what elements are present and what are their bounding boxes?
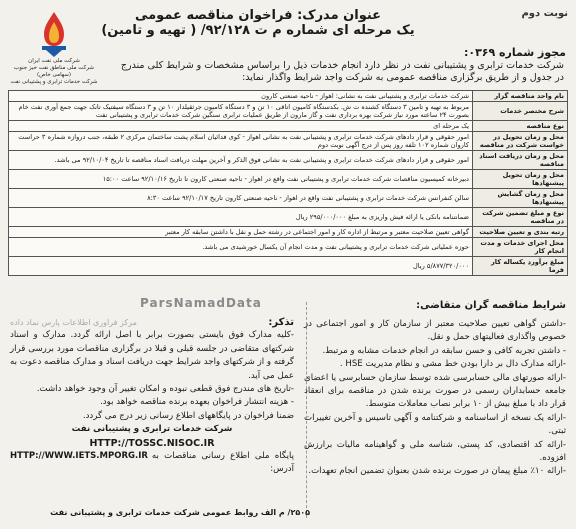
notes-list [10, 329, 294, 423]
contact-label: شرکت خدمات ترابری و پشتیبانی نفت [71, 424, 233, 435]
row-value: دبیرخانه کمیسیون مناقصات شرکت خدمات ترابری و پشتیبانی نفت واقع در اهواز - ناحیه صنعتی کارون تا تاریخ ۹۲/۱۰/۱۶ ساعت ۱۵:۰۰ [9, 170, 473, 189]
row-value: ۵/۸۷۷/۳۲۰/۰۰۰ ریال [9, 257, 473, 276]
row-value: گواهی تعیین صلاحیت معتبر و مرتبط از اداره کار و امور اجتماعی در رشته حمل و نقل با داشتن سابقه کار معتبر [9, 227, 473, 238]
row-label: شرح مختصر خدمات [473, 102, 568, 121]
row-label: محل اجرای خدمات و مدت انجام کار [473, 238, 568, 257]
qualification-item: -ارائه کد اقتصادی، کد پستی، شناسه ملی و گواهینامه مالیات برارزش افزوده. [304, 439, 566, 464]
row-value: ضمانتنامه بانکی یا ارائه فیش واریزی به مبلغ ۲۹۵/۰۰۰/۰۰۰ ریال [9, 208, 473, 227]
row-value: مربوط به تهیه و تامین ۳ دستگاه کشنده ت ش. بکدستگاه کامیون اتاقی ۱۰ تن و ۳ دستگاه کامیون جرثقیلدار ۱۰ تن و ۳ دستگاه سیفتیک تانک جهت جمع آوری نفت خام بصورت ۲۴ ساعته مورد نیاز شرکت بهره برداری نفت و گاز مارون از طریق عملیات ترابری سنگین شرکت خدمات ترابری و پشتیبانی نفت [9, 102, 473, 121]
footer-line: ۲۵۰۵/ م الف روابط عمومی شرکت خدمات ترابری و پشتیبانی نفت [50, 508, 310, 517]
table-row [9, 170, 568, 189]
table-row [9, 132, 568, 151]
row-label: محل و زمان تحویل پیشنهادها [473, 170, 568, 189]
logo-caption-line1: شرکت ملی نفت ایران [28, 58, 80, 64]
row-label: محل و زمان دریافت اسناد مناقصه [473, 151, 568, 170]
row-value: حوزه عملیاتی شرکت خدمات ترابری و پشتیبانی نفت و مدت انجام آن یکسال خورشیدی می باشد. [9, 238, 473, 257]
qualification-item: -ارائه یک نسخه از اساسنامه و شرکتنامه و آگهی تاسیس و آخرین تغییرات ثبتی. [304, 412, 566, 437]
page-subtitle: یک مرحله ای شماره م ت ۹۲/۱۲۸/ ( تهیه و تامین) [101, 23, 415, 38]
qualification-item: -ارائه مدارک دال بر دارا بودن خط مشی و نظام مدیریت HSE . [339, 359, 566, 370]
logo-caption-line3: شرکت خدمات ترابری و پشتیبانی نفت [10, 79, 98, 85]
table-row [9, 102, 568, 121]
row-label: محل و زمان تحویل در خواست شرکت در مناقصه [473, 132, 568, 151]
table-row [9, 91, 568, 102]
qualifications-list [304, 318, 566, 479]
notes-column [10, 316, 294, 477]
qualification-item: -ارائه صورتهای مالی حسابرسی شده توسط سازمان حسابرسی یا اعضای جامعه حسابداران رسمی در صورت برنده شدن در مناقصه برای انعقاد قرار داد با مبلغ بیش از ۱۰ برابر نصاب معاملات متوسط. [304, 372, 566, 410]
portal-label: پایگاه ملی اطلاع رسانی مناقصات به آدرس: [151, 451, 294, 475]
row-value: امور حقوقی و قرار دادهای شرکت خدمات ترابری و پشتیبانی نفت به نشانی فوق الذکر و آخرین مهلت دریافت اسناد مناقصه تا تاریخ ۹۲/۱۰/۰۴ می باشد. [9, 151, 473, 170]
header-block [8, 8, 508, 38]
note-item: - هزینه انتشار فراخوان بعهده برنده مناقصه خواهد بود. [100, 397, 294, 408]
table-row [9, 189, 568, 208]
table-row [9, 257, 568, 276]
intro-paragraph: شرکت خدمات ترابری و پشتیبانی نفت در نظر دارد انجام خدمات ذیل را براساس مشخصات و شرایط کلی مندرج در جدول و از طریق برگزاری مناقصه عمومی به شرکت واجد شرایط واگذار نماید: [120, 60, 564, 83]
row-label: رتبه بندی و تعیین صلاحیت [473, 227, 568, 238]
note-item: ضمنا فراخوان در پایگاههای اطلاع رسانی زیر درج می گردد. [82, 410, 294, 421]
iets-link[interactable]: HTTP://WWW.IETS.MPORG.IR [10, 451, 148, 462]
row-value: سالن کنفرانس شرکت خدمات ترابری و پشتیبانی نفت واقع در اهواز - ناحیه صنعتی کارون تاریخ ۹۲/۱۰/۱۷ ساعت ۸:۳۰ [9, 189, 473, 208]
row-value: شرکت خدمات ترابری و پشتیبانی نفت به نشانی: اهواز - ناحیه صنعتی کارون [9, 91, 473, 102]
note-item: -تاریخ های مندرج فوق قطعی نبوده و امکان تغییر آن وجود خواهد داشت. [36, 384, 294, 395]
logo-caption-line2: شرکت ملی مناطق نفت خیز جنوب (سهامی خاص) [14, 65, 94, 78]
round-badge: نوبت دوم [521, 8, 568, 19]
table-row [9, 151, 568, 170]
row-label: مبلغ برآورد یکساله کار فرما [473, 257, 568, 276]
qualifications-title: شرایط مناقصه گران متقاضی: [416, 300, 566, 311]
qualification-item: -داشتن گواهی تعیین صلاحیت معتبر از سازمان کار و امور اجتماعی در خصوص واگذاری فعالیتهای حمل و نقل. [304, 319, 566, 343]
qualification-item: -ارائه ۱۰٪ مبلغ پیمان در صورت برنده شدن بعنوان تضمین انجام تعهدات. [308, 466, 566, 477]
tossc-link[interactable]: HTTP://TOSSC.NISOC.IR [89, 437, 215, 449]
table-row [9, 238, 568, 257]
watermark-text: ParsNamadData [140, 296, 262, 310]
permit-number: مجوز شماره ۰۳۶۹: [463, 46, 566, 59]
notes-title: تذکر: [268, 317, 294, 328]
table-row [9, 227, 568, 238]
row-label: نوع مناقصه [473, 121, 568, 132]
row-value: امور حقوقی و قرار دادهای شرکت خدمات ترابری و پشتیبانی نفت به نشانی اهواز - کوی فدائیان اسلام پشت ساختمان مرکزی ۲ طبقه، جنب دروازه شماره ۳ حراست کاروان شماره ۱۰۲ تلفه روز پس از درج آگهی نوبت دوم [9, 132, 473, 151]
row-label: محل و زمان گشایش پیشنهادها [473, 189, 568, 208]
tender-info-table [8, 90, 568, 276]
page-title: عنوان مدرک: فراخوان مناقصه عمومی [134, 8, 382, 23]
table-row [9, 121, 568, 132]
table-row [9, 208, 568, 227]
row-value: یک مرحله ای [9, 121, 473, 132]
note-item: -کلیه مدارک فوق بایستی بصورت برابر با اصل ارائه گردد. مدارک و اسناد شرکتهای متقاضی در جلسه قبلی و قبلا در برگزاری مناقصات مورد بررسی قرار گرفته و از شرکتهای واجد شرایط جهت دریافت اسناد و مدارک مناقصه دعوت به عمل می آید. [10, 330, 294, 381]
source-watermark: مرکز فراوری اطلاعات پارس نماد داده [10, 318, 137, 327]
row-label: نوع و مبلغ تضمین شرکت در مناقصه [473, 208, 568, 227]
qualification-item: - داشتن تجربه کافی و حسن سابقه در انجام خدمات مشابه و مرتبط. [322, 345, 566, 356]
row-label: نام واحد مناقصه گزار [473, 91, 568, 102]
